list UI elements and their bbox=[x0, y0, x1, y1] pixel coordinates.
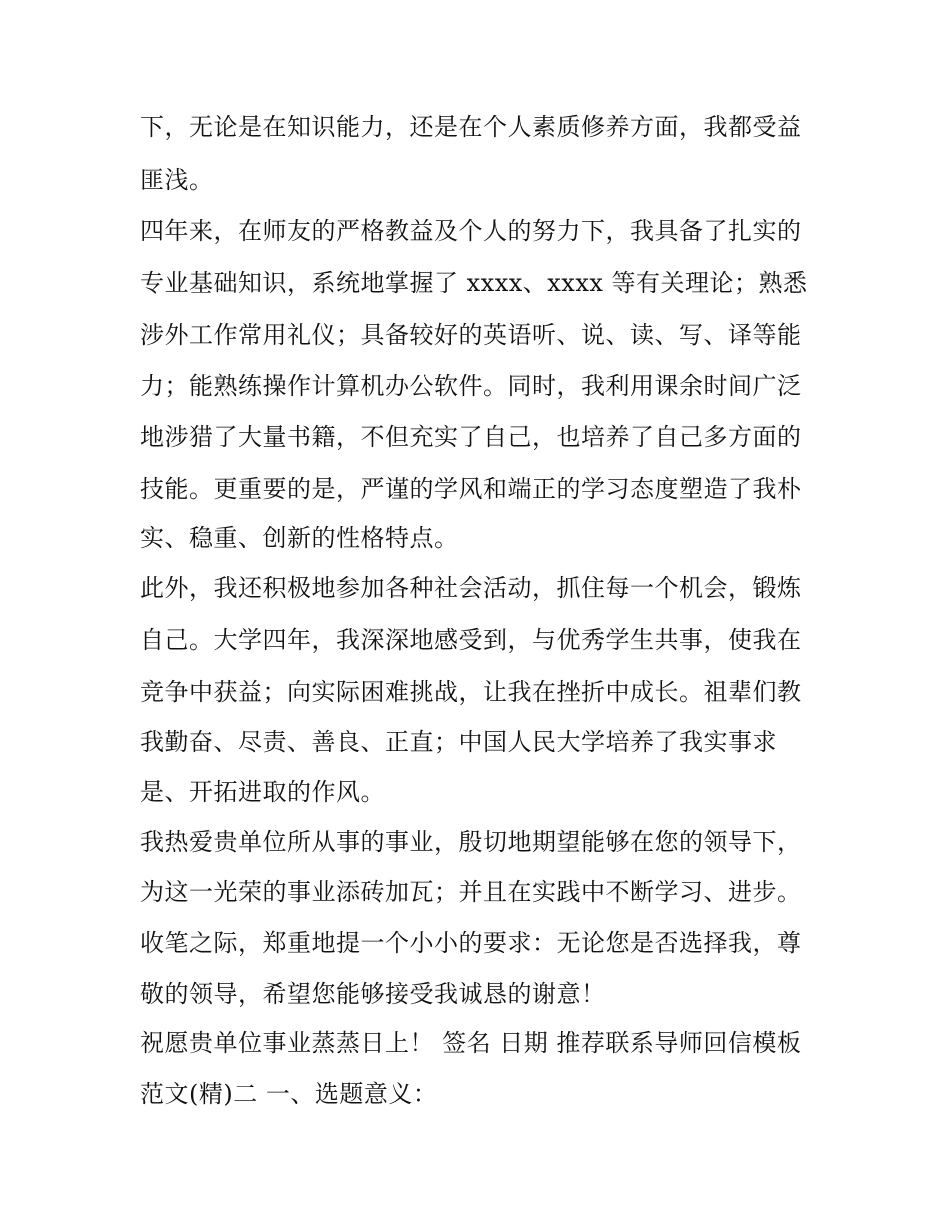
text-line: 此外，我还积极地参加各种社会活动，抓住每一个机会，锻炼 bbox=[140, 574, 802, 602]
text-line: 为这一光荣的事业添砖加瓦；并且在实践中不断学习、进步。 bbox=[140, 878, 802, 906]
text-line: 地涉猎了大量书籍，不但充实了自己，也培养了自己多方面的 bbox=[140, 423, 802, 451]
text-line: 收笔之际，郑重地提一个小小的要求：无论您是否选择我，尊 bbox=[140, 929, 802, 957]
text-line: 范文(精)二 一、选题意义： bbox=[140, 1080, 438, 1108]
text-line: 祝愿贵单位事业蒸蒸日上！ 签名 日期 推荐联系导师回信模板 bbox=[140, 1029, 802, 1057]
text-line: 四年来，在师友的严格教益及个人的努力下，我具备了扎实的 bbox=[140, 217, 802, 245]
text-line: 敬的领导，希望您能够接受我诚恳的谢意！ bbox=[140, 980, 606, 1008]
text-line: 下，无论是在知识能力，还是在个人素质修养方面，我都受益 bbox=[140, 113, 802, 141]
text-line: 实、稳重、创新的性格特点。 bbox=[140, 524, 459, 552]
text-line: 竞争中获益；向实际困难挑战，让我在挫折中成长。祖辈们教 bbox=[140, 678, 802, 706]
text-line: 是、开拓进取的作风。 bbox=[140, 778, 385, 806]
text-line: 涉外工作常用礼仪；具备较好的英语听、说、读、写、译等能 bbox=[140, 321, 802, 349]
text-line: 我勤奋、尽责、善良、正直；中国人民大学培养了我实事求 bbox=[140, 728, 777, 756]
text-line: 我热爱贵单位所从事的事业，殷切地期望能够在您的领导下， bbox=[140, 828, 802, 856]
text-line: 自己。大学四年，我深深地感受到，与优秀学生共事，使我在 bbox=[140, 626, 802, 654]
text-line: 匪浅。 bbox=[140, 166, 214, 194]
text-line: 技能。更重要的是，严谨的学风和端正的学习态度塑造了我朴 bbox=[140, 475, 802, 503]
text-line: 力；能熟练操作计算机办公软件。同时，我利用课余时间广泛 bbox=[140, 372, 802, 400]
text-line: 专业基础知识，系统地掌握了 xxxx、xxxx 等有关理论；熟悉 bbox=[140, 269, 808, 297]
